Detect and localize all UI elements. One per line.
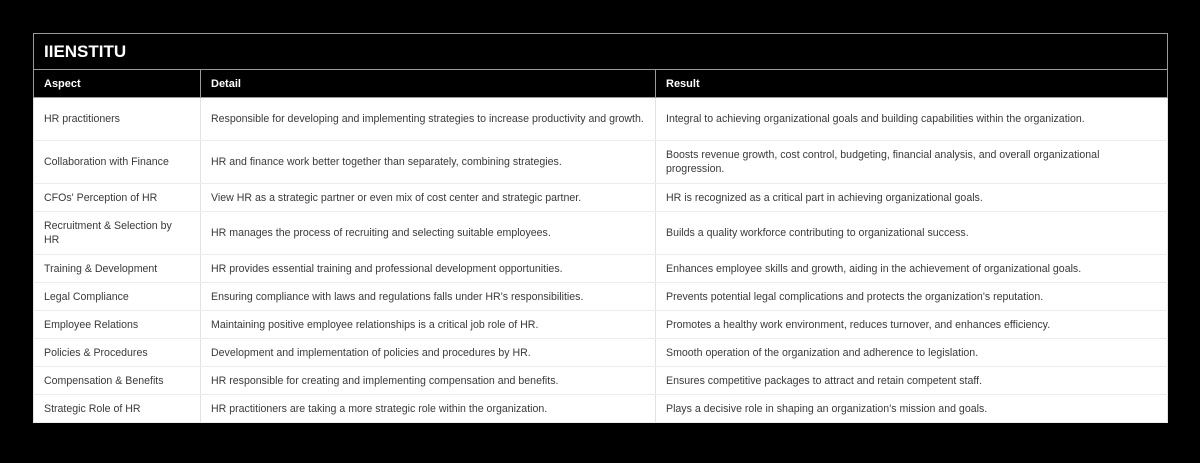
aspect-cell: Recruitment & Selection by HR	[34, 212, 201, 255]
aspect-cell: Strategic Role of HR	[34, 395, 201, 423]
aspect-cell: Training & Development	[34, 255, 201, 283]
result-cell: Boosts revenue growth, cost control, budgeting, financial analysis, and overall organizational progression.	[656, 141, 1168, 184]
table-title-row	[34, 34, 1168, 70]
table-header-row	[34, 70, 1168, 98]
table-row	[34, 339, 1168, 367]
aspect-cell: Policies & Procedures	[34, 339, 201, 367]
column-header-result: Result	[656, 70, 1168, 98]
detail-cell: HR responsible for creating and implementing compensation and benefits.	[201, 367, 656, 395]
table-row	[34, 184, 1168, 212]
detail-cell: View HR as a strategic partner or even mix of cost center and strategic partner.	[201, 184, 656, 212]
table-row	[34, 141, 1168, 184]
table-row	[34, 255, 1168, 283]
aspect-cell: HR practitioners	[34, 98, 201, 141]
table-row	[34, 283, 1168, 311]
aspect-cell: Legal Compliance	[34, 283, 201, 311]
table-row	[34, 311, 1168, 339]
table-row	[34, 212, 1168, 255]
result-cell: Smooth operation of the organization and adherence to legislation.	[656, 339, 1168, 367]
result-cell: Plays a decisive role in shaping an organization's mission and goals.	[656, 395, 1168, 423]
detail-cell: Development and implementation of policies and procedures by HR.	[201, 339, 656, 367]
result-cell: Integral to achieving organizational goals and building capabilities within the organization.	[656, 98, 1168, 141]
detail-cell: Ensuring compliance with laws and regulations falls under HR's responsibilities.	[201, 283, 656, 311]
table-row	[34, 98, 1168, 141]
aspect-cell: Compensation & Benefits	[34, 367, 201, 395]
result-cell: Builds a quality workforce contributing to organizational success.	[656, 212, 1168, 255]
result-cell: Prevents potential legal complications and protects the organization's reputation.	[656, 283, 1168, 311]
detail-cell: HR manages the process of recruiting and selecting suitable employees.	[201, 212, 656, 255]
table-row	[34, 395, 1168, 423]
detail-cell: HR provides essential training and professional development opportunities.	[201, 255, 656, 283]
aspect-cell: Collaboration with Finance	[34, 141, 201, 184]
aspect-cell: Employee Relations	[34, 311, 201, 339]
column-header-aspect: Aspect	[34, 70, 201, 98]
hr-aspects-table-container	[33, 33, 1167, 423]
result-cell: HR is recognized as a critical part in achieving organizational goals.	[656, 184, 1168, 212]
detail-cell: HR practitioners are taking a more strategic role within the organization.	[201, 395, 656, 423]
hr-aspects-table	[33, 33, 1168, 423]
column-header-detail: Detail	[201, 70, 656, 98]
detail-cell: HR and finance work better together than separately, combining strategies.	[201, 141, 656, 184]
detail-cell: Responsible for developing and implementing strategies to increase productivity and growth.	[201, 98, 656, 141]
result-cell: Ensures competitive packages to attract and retain competent staff.	[656, 367, 1168, 395]
table-row	[34, 367, 1168, 395]
result-cell: Promotes a healthy work environment, reduces turnover, and enhances efficiency.	[656, 311, 1168, 339]
aspect-cell: CFOs' Perception of HR	[34, 184, 201, 212]
result-cell: Enhances employee skills and growth, aiding in the achievement of organizational goals.	[656, 255, 1168, 283]
detail-cell: Maintaining positive employee relationships is a critical job role of HR.	[201, 311, 656, 339]
table-title: IIENSTITU	[34, 34, 1168, 70]
